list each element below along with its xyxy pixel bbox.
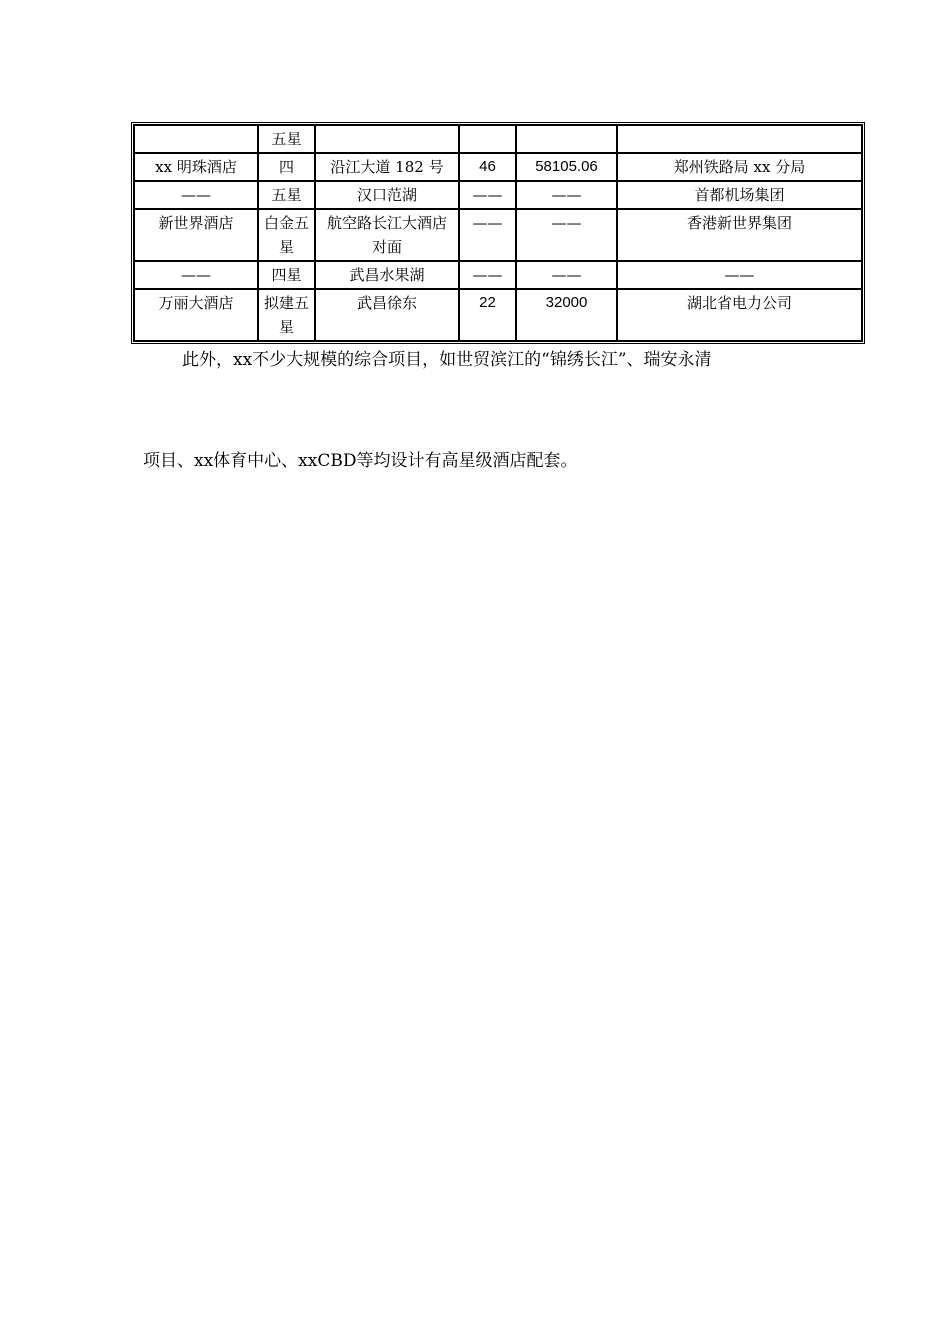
floors-cell: ——: [459, 209, 516, 261]
table-row: [134, 181, 862, 209]
area-cell: ——: [516, 261, 617, 289]
table-row: [134, 289, 862, 341]
address-cell: 沿江大道 182 号: [315, 153, 459, 181]
star-grade-cell: 四: [258, 153, 315, 181]
floors-cell: [459, 125, 516, 153]
table-row: [134, 125, 862, 153]
floors-cell: 22: [459, 289, 516, 341]
area-cell: ——: [516, 209, 617, 261]
address-cell: 武昌徐东: [315, 289, 459, 341]
area-cell: ——: [516, 181, 617, 209]
owner-cell: 香港新世界集团: [617, 209, 862, 261]
owner-cell: 首都机场集团: [617, 181, 862, 209]
body-paragraph-line-1: 此外，xx不少大规模的综合项目，如世贸滨江的“锦绣长江”、瑞安永清: [182, 350, 712, 370]
floors-cell: ——: [459, 261, 516, 289]
hotel-name-cell: [134, 125, 258, 153]
hotel-name-cell: 万丽大酒店: [134, 289, 258, 341]
star-grade-cell: 白金五星: [258, 209, 315, 261]
hotel-name-cell: 新世界酒店: [134, 209, 258, 261]
address-cell: [315, 125, 459, 153]
star-grade-cell: 拟建五星: [258, 289, 315, 341]
address-cell: 汉口范湖: [315, 181, 459, 209]
floors-cell: 46: [459, 153, 516, 181]
floors-cell: ——: [459, 181, 516, 209]
table-row: [134, 261, 862, 289]
table-row: [134, 209, 862, 261]
body-paragraph-line-2: 项目、xx体育中心、xxCBD等均设计有高星级酒店配套。: [143, 451, 578, 471]
owner-cell: ——: [617, 261, 862, 289]
hotel-table: [133, 124, 863, 342]
hotel-name-cell: ——: [134, 261, 258, 289]
address-cell: 航空路长江大酒店对面: [315, 209, 459, 261]
table-row: [134, 153, 862, 181]
owner-cell: 湖北省电力公司: [617, 289, 862, 341]
owner-cell: 郑州铁路局 xx 分局: [617, 153, 862, 181]
star-grade-cell: 五星: [258, 125, 315, 153]
star-grade-cell: 五星: [258, 181, 315, 209]
owner-cell: [617, 125, 862, 153]
area-cell: [516, 125, 617, 153]
hotel-name-cell: ——: [134, 181, 258, 209]
area-cell: 32000: [516, 289, 617, 341]
star-grade-cell: 四星: [258, 261, 315, 289]
hotel-name-cell: xx 明珠酒店: [134, 153, 258, 181]
address-cell: 武昌水果湖: [315, 261, 459, 289]
area-cell: 58105.06: [516, 153, 617, 181]
